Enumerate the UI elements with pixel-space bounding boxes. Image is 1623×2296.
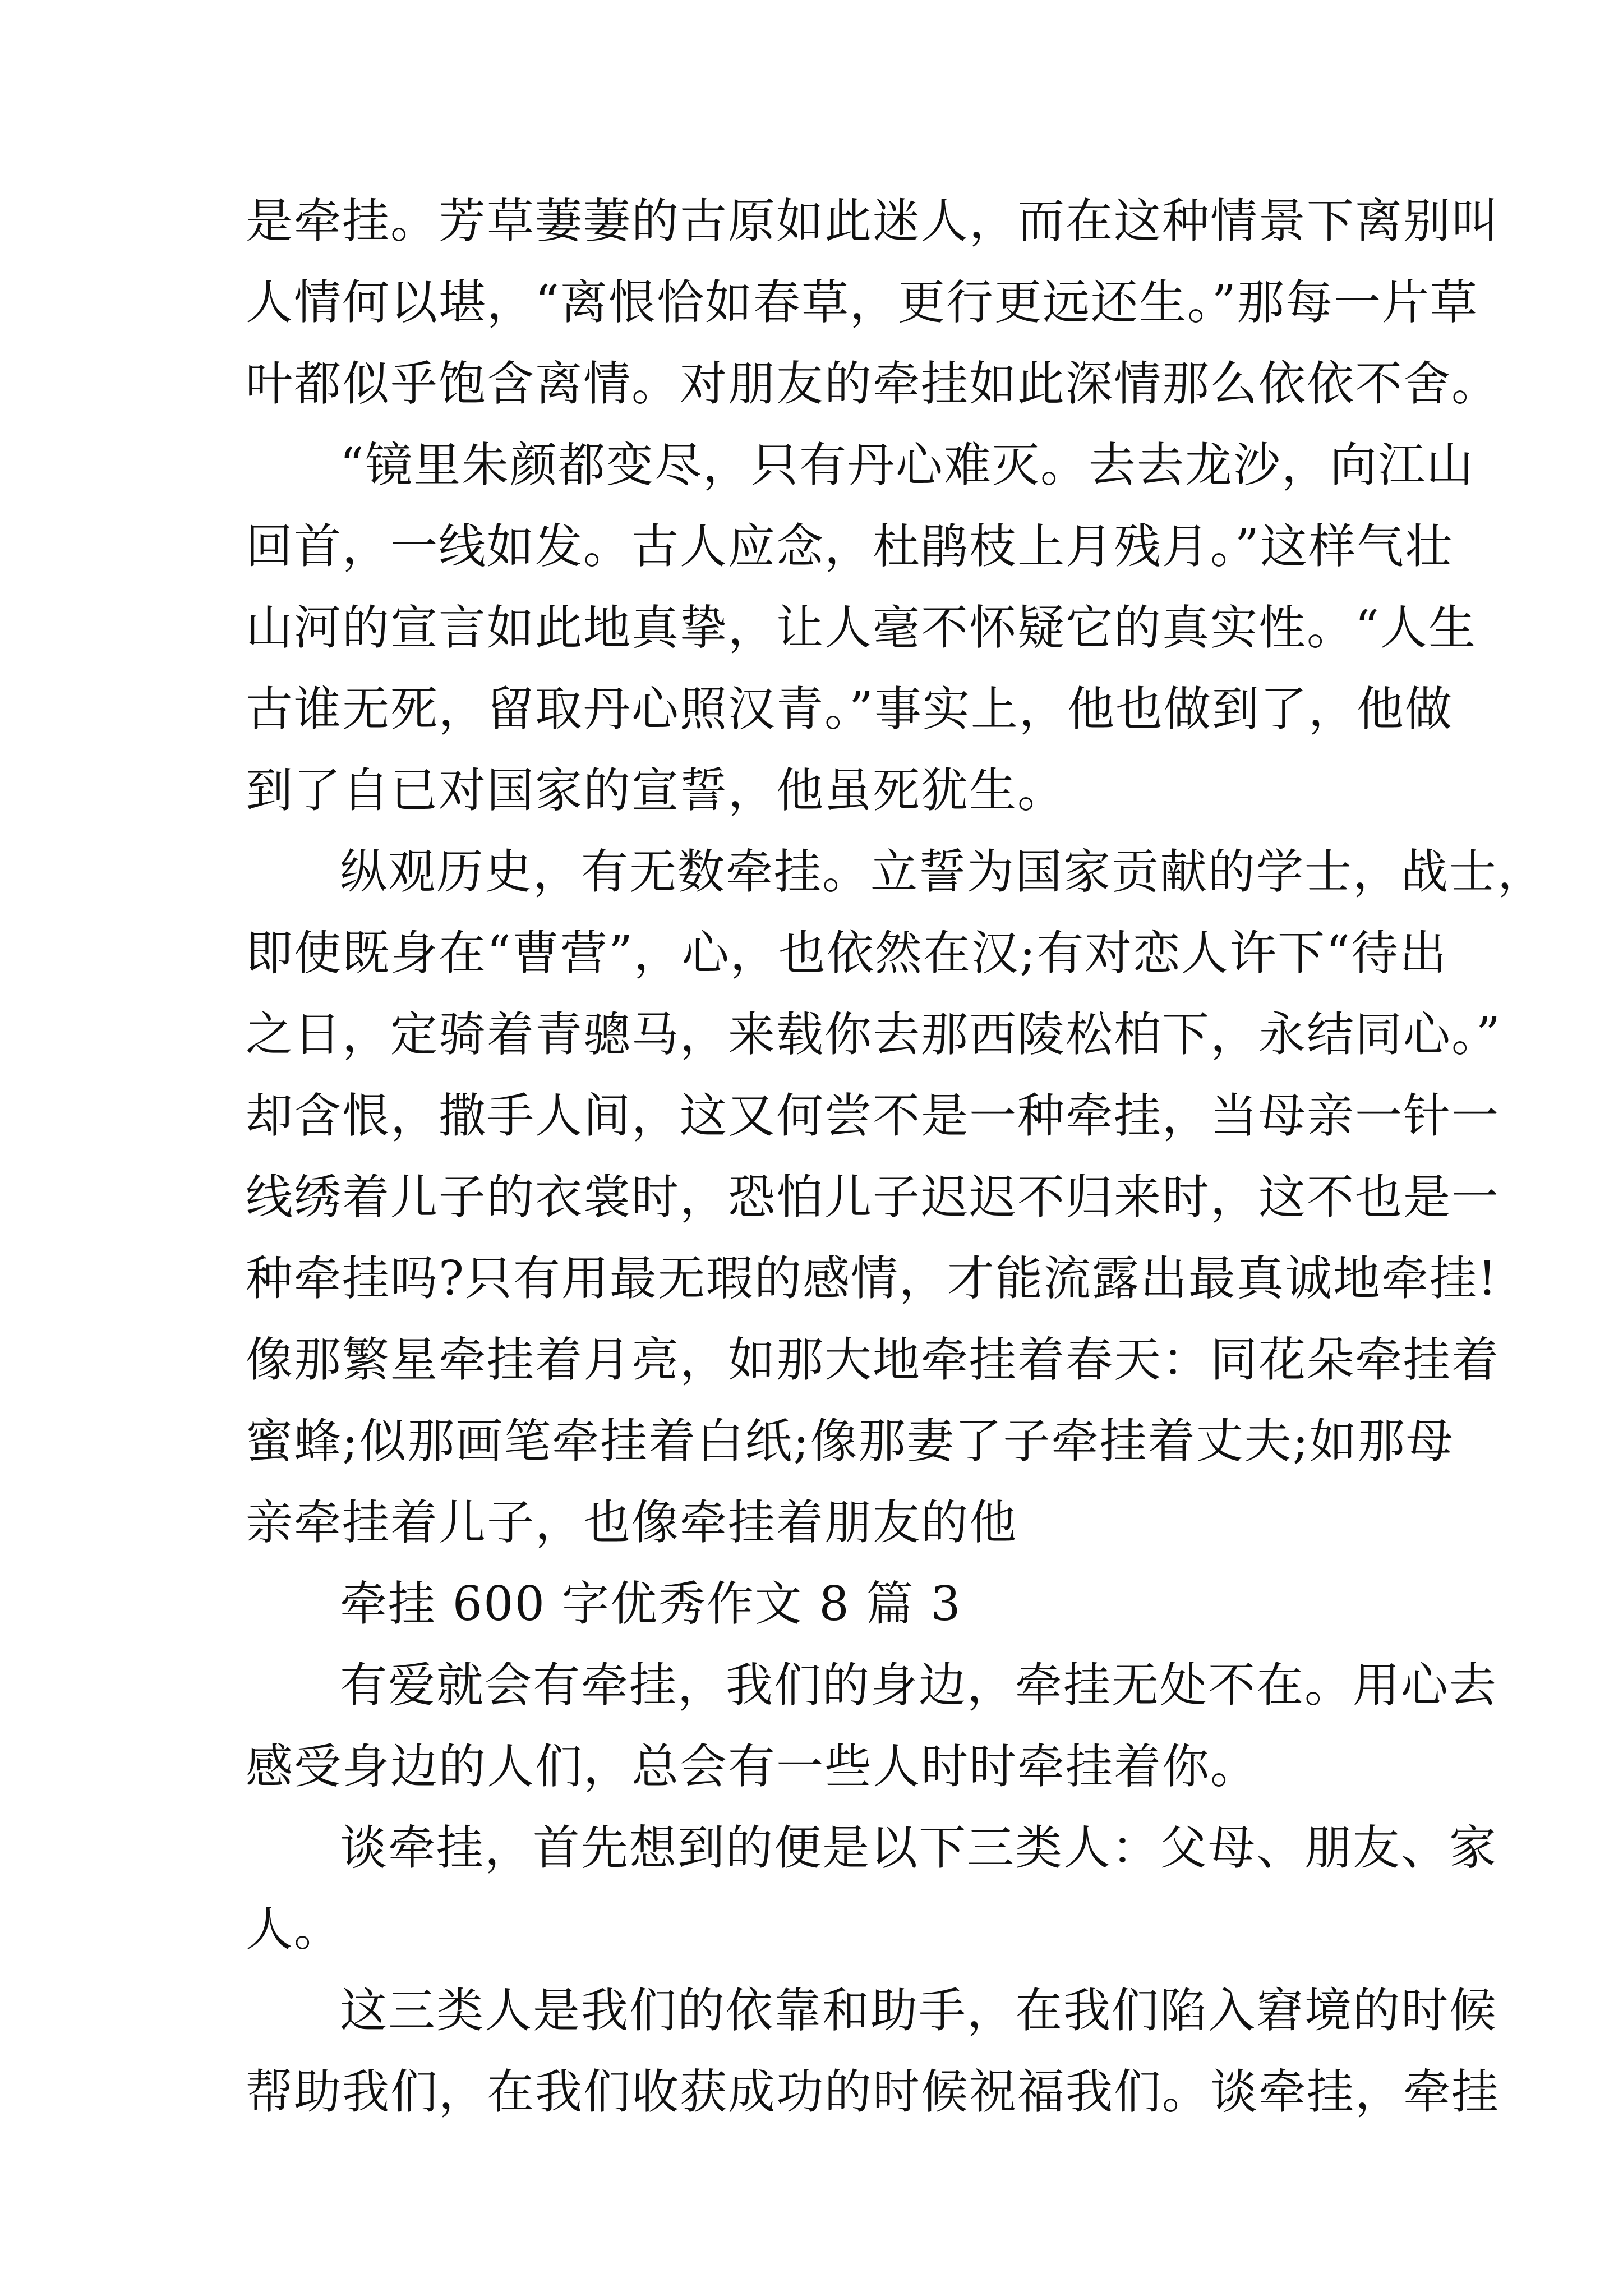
text-line: 人情何以堪，“离恨恰如春草，更行更远还生。”那每一片草: [246, 275, 1478, 330]
text-line: 古谁无死，留取丹心照汉青。”事实上，他也做到了，他做: [246, 682, 1453, 737]
text-line: 线绣着儿子的衣裳时，恐怕儿子迟迟不归来时，这不也是一: [246, 1170, 1500, 1225]
text-line: 山河的宣言如此地真挚，让人毫不怀疑它的真实性。“人生: [246, 600, 1477, 655]
text-line: 亲牵挂着儿子，也像牵挂着朋友的他: [246, 1495, 1018, 1550]
text-line: 是牵挂。芳草萋萋的古原如此迷人，而在这种情景下离别叫: [246, 194, 1500, 249]
text-line: 即使既身在“曹营”，心，也依然在汉;有对恋人许下“待出: [246, 926, 1448, 981]
text-line: 叶都似乎饱含离情。对朋友的牵挂如此深情那么依依不舍。: [246, 356, 1500, 411]
text-line: 种牵挂吗?只有用最无瑕的感情，才能流露出最真诚地牵挂!: [246, 1251, 1498, 1306]
text-line: 纵观历史，有无数牵挂。立誓为国家贡献的学士，战士，: [340, 844, 1546, 899]
text-line: “镜里朱颜都变尽，只有丹心难灭。去去龙沙，向江山: [340, 438, 1474, 493]
text-line: 有爱就会有牵挂，我们的身边，牵挂无处不在。用心去: [340, 1658, 1498, 1713]
text-line: 人。: [246, 1902, 343, 1957]
text-line: 这三类人是我们的依靠和助手，在我们陷入窘境的时候: [340, 1983, 1498, 2038]
text-line: 却含恨，撒手人间，这又何尝不是一种牵挂，当母亲一针一: [246, 1088, 1500, 1143]
text-line: 回首，一线如发。古人应念，杜鹃枝上月残月。”这样气壮: [246, 519, 1453, 574]
text-line: 感受身边的人们，总会有一些人时时牵挂着你。: [246, 1739, 1259, 1794]
text-line: 像那繁星牵挂着月亮，如那大地牵挂着春天：同花朵牵挂着: [246, 1332, 1500, 1387]
text-line: 之日，定骑着青骢马，来载你去那西陵松柏下，永结同心。”: [246, 1007, 1501, 1062]
text-line: 帮助我们，在我们收获成功的时候祝福我们。谈牵挂，牵挂: [246, 2064, 1500, 2119]
text-line: 到了自已对国家的宣誓，他虽死犹生。: [246, 763, 1066, 818]
text-line: 蜜蜂;似那画笔牵挂着白纸;像那妻了子牵挂着丈夫;如那母: [246, 1414, 1454, 1469]
text-line: 谈牵挂，首先想到的便是以下三类人：父母、朋友、家: [340, 1820, 1498, 1875]
body-text: [246, 181, 1546, 2133]
section-heading: 牵挂 600 字优秀作文 8 篇 3: [340, 1576, 962, 1631]
